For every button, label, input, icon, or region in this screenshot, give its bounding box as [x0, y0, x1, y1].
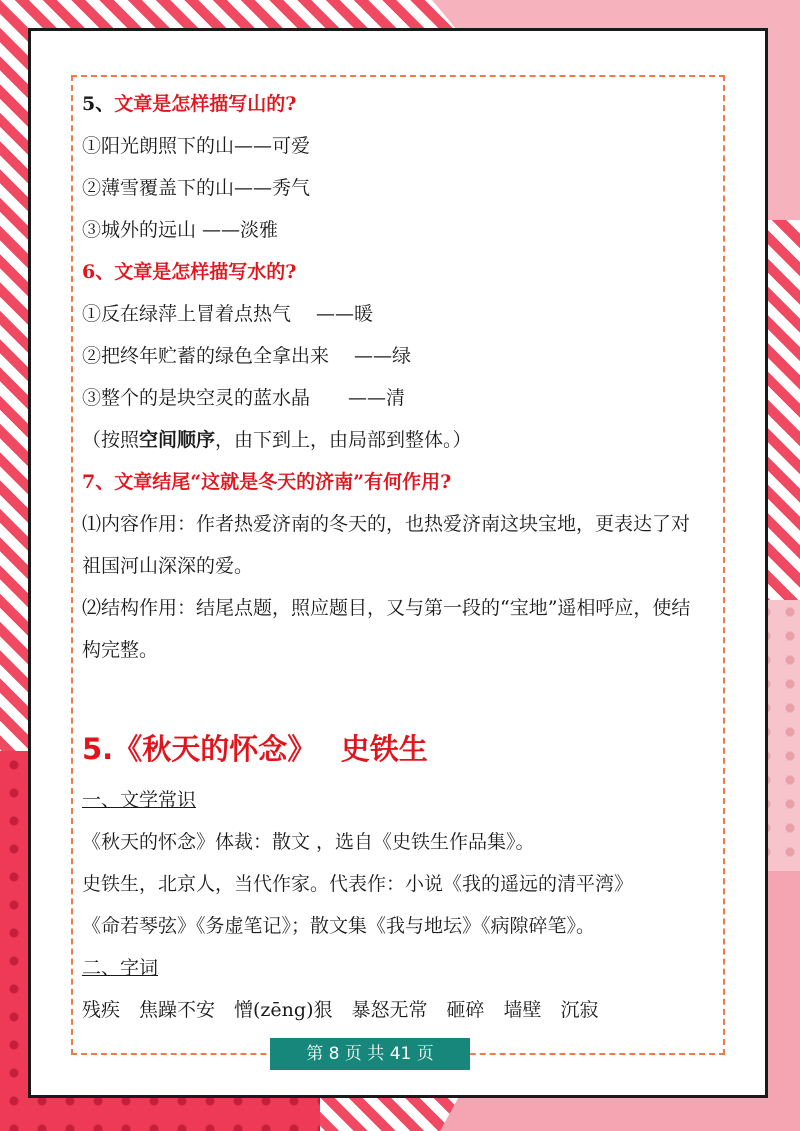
page-content [82, 83, 702, 1031]
list-item: ②薄雪覆盖下的山——秀气 [82, 177, 311, 199]
answer-structure-role: ⑵结构作用：结尾点题，照应题目，又与第一段的“宝地”遥相呼应，使结构完整。 [82, 597, 691, 661]
answer-content-role: ⑴内容作用：作者热爱济南的冬天的，也热爱济南这块宝地，更表达了对祖国河山深深的爱。 [82, 513, 691, 577]
question-7: 7、文章结尾“这就是冬天的济南”有何作用? [82, 471, 452, 493]
text-line: 《秋天的怀念》体裁：散文 ，选自《史铁生作品集》。 [82, 831, 535, 853]
question-5: 5、文章是怎样描写山的? [82, 93, 297, 115]
text-line: 史铁生，北京人，当代作家。代表作：小说《我的遥远的清平湾》 [82, 873, 634, 895]
list-item: ①反在绿萍上冒着点热气 ——暖 [82, 303, 374, 325]
list-item: ①阳光朗照下的山——可爱 [82, 135, 311, 157]
list-item: ③整个的是块空灵的蓝水晶 ——清 [82, 387, 406, 409]
question-6: 6、文章是怎样描写水的? [82, 261, 297, 283]
list-item: ③城外的远山 ——淡雅 [82, 219, 279, 241]
word-list: 残疾 焦躁不安 憎(zēng)狠 暴怒无常 砸碎 墙壁 沉寂 [82, 999, 599, 1021]
text-line: 《命若琴弦》《务虚笔记》；散文集《我与地坛》《病隙碎笔》。 [82, 915, 596, 937]
section-title-words: 二、字词 [82, 957, 159, 979]
page-number-badge: 第 8 页 共 41 页 [270, 1038, 470, 1070]
section-title-literature: 一、文学常识 [82, 789, 197, 811]
lesson-title: 5.《秋天的怀念》 史铁生 [82, 732, 428, 766]
page-card [28, 28, 768, 1098]
list-item: ②把终年贮蓄的绿色全拿出来 ——绿 [82, 345, 412, 367]
order-note: （按照空间顺序，由下到上，由局部到整体。） [82, 429, 472, 451]
